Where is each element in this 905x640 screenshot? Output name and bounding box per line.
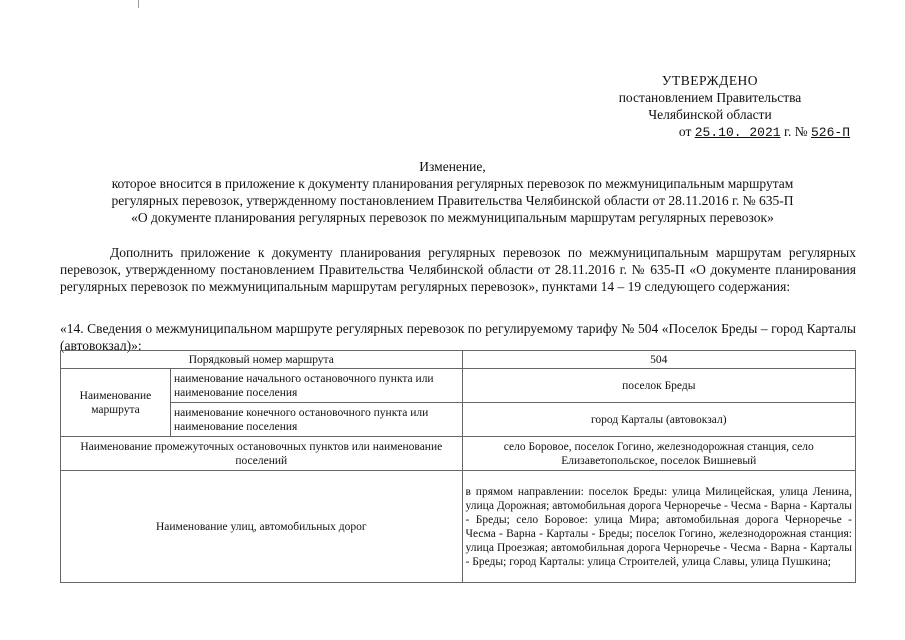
intermediate-stops-value: село Боровое, поселок Гогино, железнодорожная станция, село Елизаветопольское, поселок Вишневый [462,437,855,471]
scan-speck [138,0,139,8]
approval-number-label: г. № [783,124,808,139]
start-point-label: наименование начального остановочного пункта или наименование поселения [170,369,462,403]
approval-stamp [560,72,860,141]
table-row [61,471,856,583]
approval-line-2: Челябинской области [648,107,772,122]
paragraph-2-text: «14. Сведения о межмуниципальном маршруте регулярных перевозок по регулируемому тарифу № 504 «Поселок Бреды – город Карталы (автовокзал)»: [60,321,856,353]
streets-value: в прямом направлении: поселок Бреды: улица Милицейская, улица Ленина, улица Дорожная; автомобильная дорога Черноречье - Чесма - Варна - Карталы - Бреды; село Боровое: улица Мира; автомобильная дорога Черноречье - Чесма - Варна - Карталы - Бреды; поселок Гогино, железнодорожная станция: улица Проезжая; автомобильная дорога Черноречье - Чесма - Варна - Карталы - Бреды; город Карталы: улица Строителей, улица Славы, улица Пушкина; [462,471,855,583]
approval-date-line [560,123,860,141]
end-point-value: город Карталы (автовокзал) [462,403,855,437]
heading-line-2: которое вносится в приложение к документу планирования регулярных перевозок по межмуниципальным маршрутам [111,176,794,191]
heading-line-3: регулярных перевозок, утвержденному постановлением Правительства Челябинской области от 28.11.2016 г. № 635-П [111,193,794,208]
streets-label: Наименование улиц, автомобильных дорог [61,471,463,583]
paragraph-1-text: Дополнить приложение к документу планирования регулярных перевозок по межмуниципальным маршрутам регулярных перевозок, утвержденному постановлением Правительства Челябинской области от 28.11.2016 г. № 635-П «О документе планирования регулярных перевозок по межмуниципальным маршрутам регулярных перевозок», пунктами 14 – 19 следующего содержания: [60,245,856,294]
approval-number: 526-П [810,125,850,140]
table-row [61,351,856,369]
end-point-label: наименование конечного остановочного пункта или наименование поселения [170,403,462,437]
route-name-label: Наименование маршрута [61,369,171,437]
table-row [61,369,856,403]
body-paragraph-2 [60,320,856,354]
route-table [60,350,856,583]
approval-title: УТВЕРЖДЕНО [661,73,759,88]
route-number-label: Порядковый номер маршрута [61,351,463,369]
body-paragraph-1 [60,244,856,295]
heading-line-4: «О документе планирования регулярных перевозок по межмуниципальным маршрутам регулярных перевозок» [131,210,774,225]
route-number-value: 504 [462,351,855,369]
approval-from: от [678,124,692,139]
approval-date: 25.10. 2021 [694,125,781,140]
approval-line-1: постановлением Правительства [618,90,802,105]
table-row [61,403,856,437]
document-heading [40,158,865,226]
heading-line-1: Изменение, [419,159,486,174]
table-row [61,437,856,471]
intermediate-stops-label: Наименование промежуточных остановочных пунктов или наименование поселений [61,437,463,471]
start-point-value: поселок Бреды [462,369,855,403]
